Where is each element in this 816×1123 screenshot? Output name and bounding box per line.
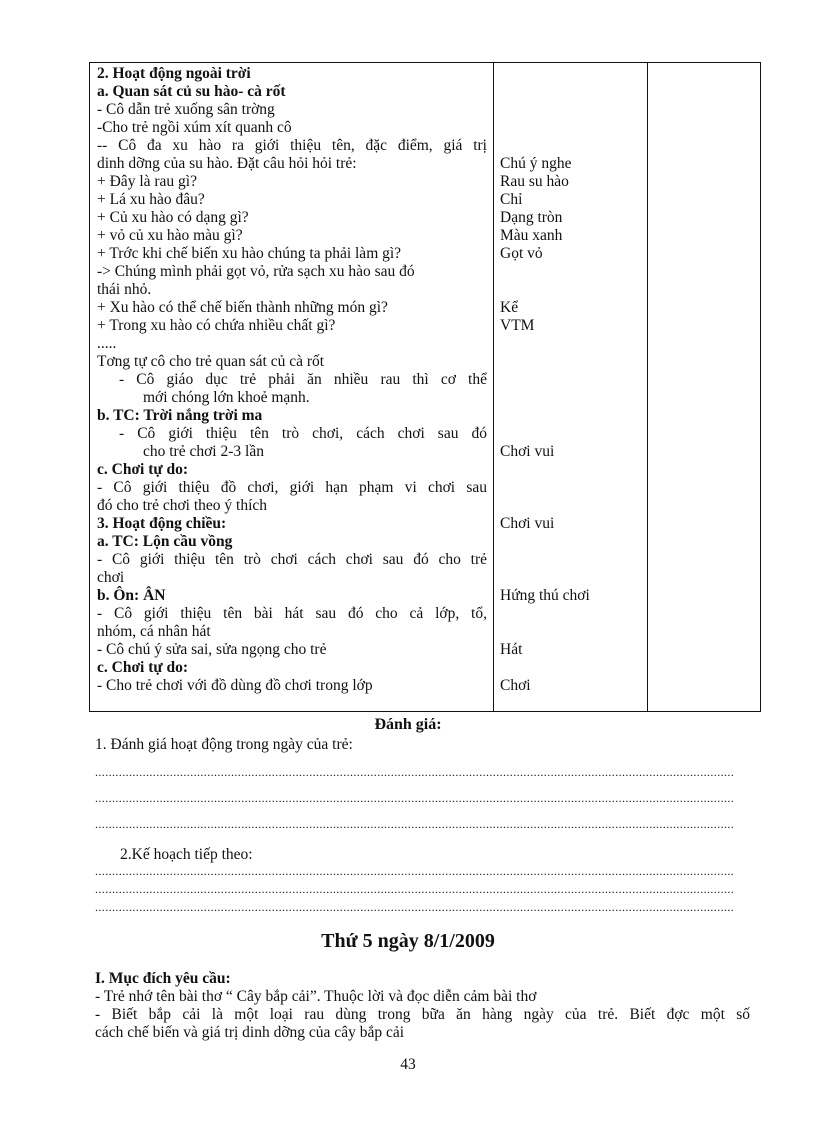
activity-line: 2. Hoạt động ngoài trời bbox=[97, 65, 251, 82]
activity-column bbox=[97, 65, 487, 695]
response-line: Màu xanh bbox=[500, 227, 563, 244]
column-divider bbox=[647, 63, 648, 711]
response-line bbox=[500, 119, 640, 137]
day-title: Thứ 5 ngày 8/1/2009 bbox=[321, 930, 495, 952]
goal-line: cách chế biến và giá trị dinh dỡng của cây bắp cải bbox=[95, 1024, 405, 1041]
activity-line: a. TC: Lộn cầu vồng bbox=[97, 533, 233, 550]
page-number: 43 bbox=[400, 1056, 416, 1073]
response-line: Hứng thú chơi bbox=[500, 587, 590, 604]
dotted-line: ............................................................................................................................................................................................ bbox=[95, 882, 735, 896]
activity-line: b. TC: Trời nắng trời ma bbox=[97, 407, 263, 424]
response-line bbox=[500, 659, 640, 677]
activity-line: -> Chúng mình phải gọt vỏ, rửa sạch xu hào sau đó bbox=[97, 263, 415, 280]
response-line bbox=[500, 497, 640, 515]
response-line bbox=[500, 605, 640, 623]
activity-line: + Xu hào có thể chế biến thành những món gì? bbox=[97, 299, 388, 316]
response-line bbox=[500, 83, 640, 101]
response-line: Kể bbox=[500, 299, 519, 316]
response-line bbox=[500, 623, 640, 641]
dotted-line: ............................................................................................................................................................................................ bbox=[95, 791, 735, 805]
response-line bbox=[500, 461, 640, 479]
activity-line: + Củ xu hào có dạng gì? bbox=[97, 209, 249, 226]
activity-line: - Cô giới thiệu tên bài hát sau đó cho cả lớp, tổ, bbox=[97, 605, 487, 622]
response-line bbox=[500, 407, 640, 425]
activity-line: ..... bbox=[97, 335, 117, 352]
response-line: Chỉ bbox=[500, 191, 523, 208]
response-line bbox=[500, 479, 640, 497]
activity-line: + vỏ củ xu hào màu gì? bbox=[97, 227, 243, 244]
dotted-line: ............................................................................................................................................................................................ bbox=[95, 864, 735, 878]
activity-line: cho trẻ chơi 2-3 lần bbox=[143, 443, 264, 460]
response-line bbox=[500, 65, 640, 83]
activity-line: Tơng tự cô cho trẻ quan sát củ cà rốt bbox=[97, 353, 325, 370]
activity-line: + Đây là rau gì? bbox=[97, 173, 197, 190]
response-line bbox=[500, 371, 640, 389]
response-line: Gọt vỏ bbox=[500, 245, 543, 262]
activity-line: + Trong xu hào có chứa nhiều chất gì? bbox=[97, 317, 336, 334]
response-line bbox=[500, 353, 640, 371]
activity-line: mới chóng lớn khoẻ mạnh. bbox=[143, 389, 310, 406]
activity-line: - Cô giới thiệu đồ chơi, giới hạn phạm vi chơi sau bbox=[97, 479, 487, 496]
response-line bbox=[500, 425, 640, 443]
response-line: Chơi vui bbox=[500, 443, 555, 460]
response-line: Rau su hào bbox=[500, 173, 569, 190]
evaluation-item-1: 1. Đánh giá hoạt động trong ngày của trẻ: bbox=[95, 736, 353, 753]
activity-line: c. Chơi tự do: bbox=[97, 461, 189, 478]
activity-line: 3. Hoạt động chiều: bbox=[97, 515, 227, 532]
response-line bbox=[500, 281, 640, 299]
section-label: I. Mục đích yêu cầu: bbox=[95, 970, 231, 987]
activity-line: - Cô dẫn trẻ xuống sân trờng bbox=[97, 101, 275, 118]
response-line: Dạng tròn bbox=[500, 209, 563, 226]
activity-line: - Cô giới thiệu tên trò chơi cách chơi sau đó cho trẻ bbox=[97, 551, 487, 568]
activity-line: - Cô giới thiệu tên trò chơi, cách chơi sau đó bbox=[119, 425, 487, 442]
dotted-line: ............................................................................................................................................................................................ bbox=[95, 817, 735, 831]
response-line: Hát bbox=[500, 641, 523, 658]
response-line bbox=[500, 551, 640, 569]
activity-line: -- Cô đa xu hào ra giới thiệu tên, đặc điểm, giá trị bbox=[97, 137, 487, 154]
dotted-line: ............................................................................................................................................................................................ bbox=[95, 765, 735, 779]
response-line: VTM bbox=[500, 317, 535, 334]
activity-line: thái nhỏ. bbox=[97, 281, 152, 298]
activity-table bbox=[89, 62, 761, 712]
activity-line: c. Chơi tự do: bbox=[97, 659, 189, 676]
response-line bbox=[500, 569, 640, 587]
activity-line: a. Quan sát củ su hào- cà rốt bbox=[97, 83, 286, 100]
evaluation-item-2: 2.Kế hoạch tiếp theo: bbox=[120, 846, 253, 863]
goals-section bbox=[95, 970, 750, 1042]
activity-line: nhóm, cá nhân hát bbox=[97, 623, 211, 640]
column-divider bbox=[493, 63, 494, 711]
activity-line: -Cho trẻ ngồi xúm xít quanh cô bbox=[97, 119, 292, 136]
activity-line: + Lá xu hào đâu? bbox=[97, 191, 205, 208]
activity-line: đó cho trẻ chơi theo ý thích bbox=[97, 497, 268, 514]
response-line bbox=[500, 101, 640, 119]
response-line bbox=[500, 389, 640, 407]
response-line bbox=[500, 263, 640, 281]
activity-line: - Cô chú ý sửa sai, sửa ngọng cho trẻ bbox=[97, 641, 327, 658]
activity-line: - Cho trẻ chơi với đồ dùng đồ chơi trong lớp bbox=[97, 677, 373, 694]
activity-line: dinh dỡng của su hào. Đặt câu hỏi hỏi trẻ: bbox=[97, 155, 357, 172]
evaluation-title: Đánh giá: bbox=[374, 716, 442, 733]
response-line bbox=[500, 335, 640, 353]
activity-line: + Trớc khi chế biến xu hào chúng ta phải làm gì? bbox=[97, 245, 402, 262]
activity-line: chơi bbox=[97, 569, 125, 586]
goal-line: - Trẻ nhớ tên bài thơ “ Cây bắp cải”. Thuộc lời và đọc diễn cảm bài thơ bbox=[95, 988, 537, 1005]
response-line: Chơi bbox=[500, 677, 531, 694]
response-line bbox=[500, 533, 640, 551]
response-line: Chú ý nghe bbox=[500, 155, 572, 172]
activity-line: b. Ôn: ÂN bbox=[97, 587, 166, 604]
response-line: Chơi vui bbox=[500, 515, 555, 532]
goal-line: - Biết bắp cải là một loại rau dùng trong bữa ăn hàng ngày của trẻ. Biết đợc một số bbox=[95, 1006, 750, 1023]
response-line bbox=[500, 137, 640, 155]
dotted-line: ............................................................................................................................................................................................ bbox=[95, 900, 735, 914]
activity-line: - Cô giáo dục trẻ phải ăn nhiều rau thì cơ thể bbox=[119, 371, 487, 388]
child-response-column bbox=[500, 65, 640, 695]
